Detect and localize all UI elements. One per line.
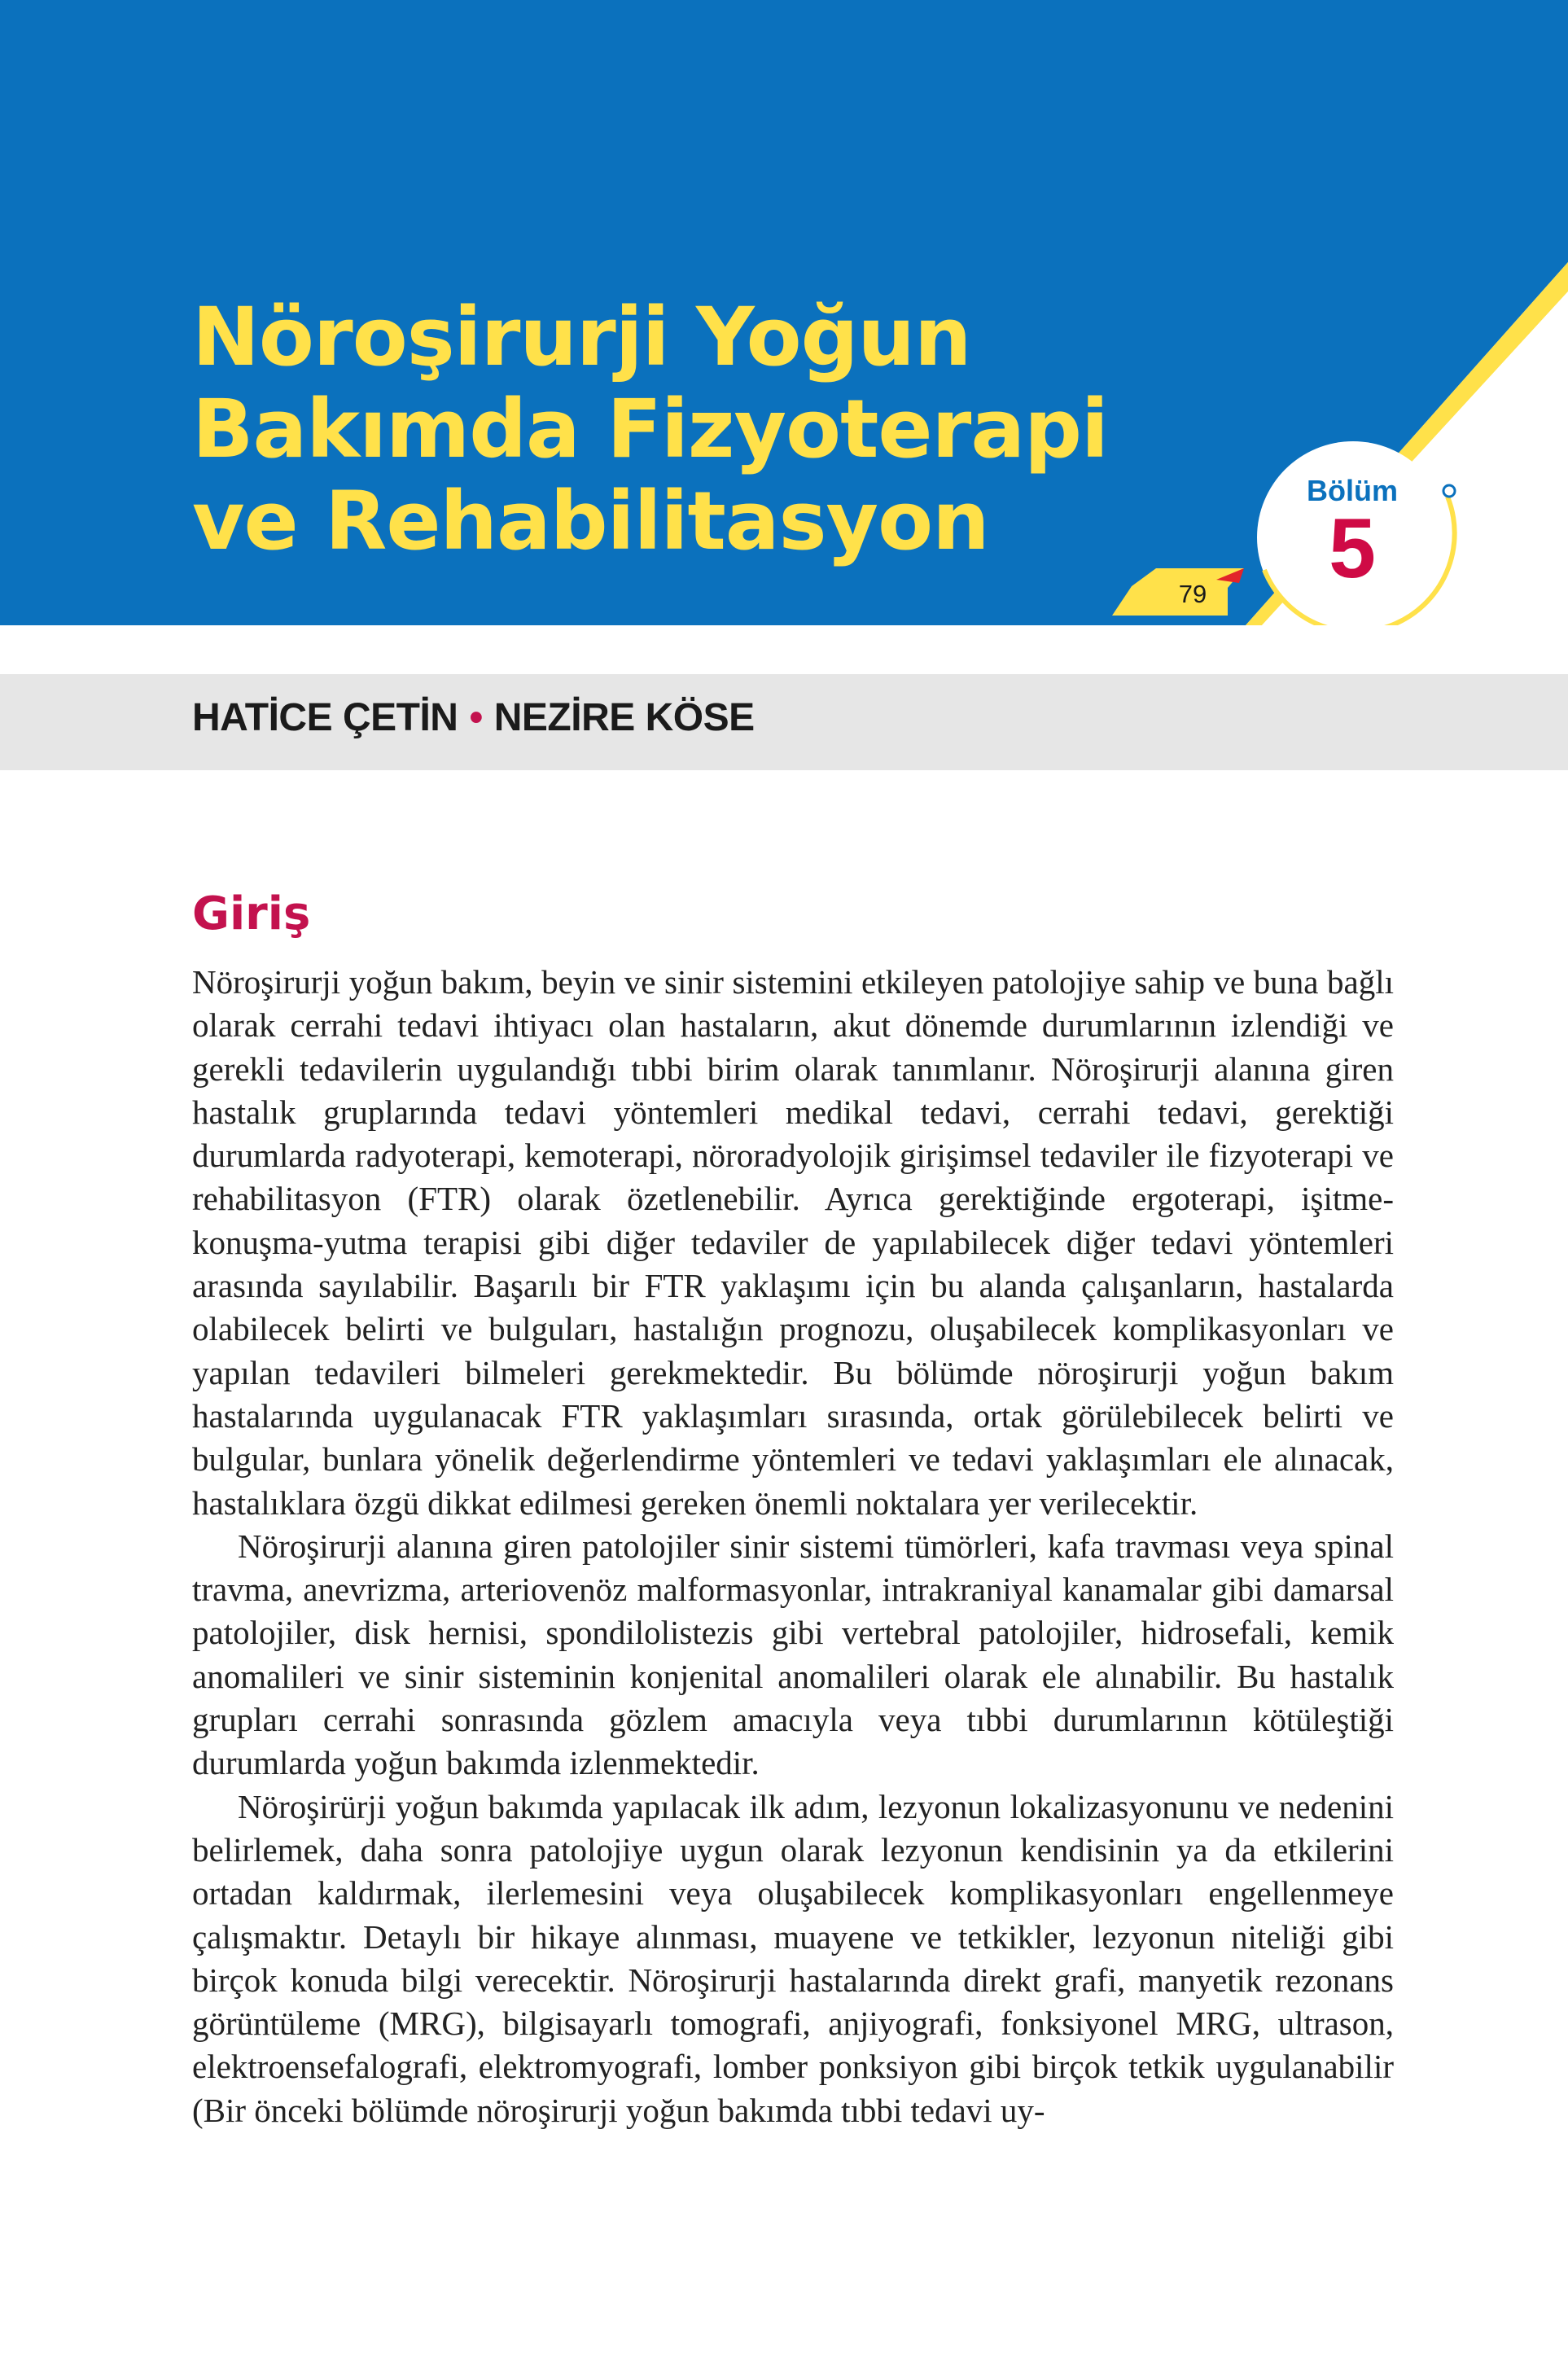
paragraph: Nöroşirurji alanına giren patolojiler sinir sistemi tümörleri, kafa travması veya spinal travma, anevrizma, arteriovenöz malformasyonlar, intrakraniyal kanamalar gibi damarsal patolojiler, disk hernisi, spondilolistezis gibi vertebral patolojiler, hidrosefali, kemik anomalileri ve sinir sisteminin konjenital anomalileri olarak ele alınabilir. Bu hastalık grupları cerrahi sonrasında gözlem amacıyla veya tıbbi durumlarının kötüleştiği durumlarda yoğun bakımda izlenmektedir. [192,1527,1394,1782]
chapter-title [192,291,1169,567]
paragraph: Nöroşirürji yoğun bakımda yapılacak ilk adım, lezyonun lokalizasyonunu ve nedenini belirlemek, daha sonra patolojiye uygun olarak lezyonun kendisinin ya da etkilerini ortadan kaldırmak, ilerlemesini veya oluşabilecek komplikasyonları engellenmeye çalışmaktır. Detaylı bir hikaye alınması, muayene ve tetkikler, lezyonun niteliği gibi birçok konuda bilgi verecektir. Nöroşirurji hastalarında direkt grafi, manyetik rezonans görüntüleme (MRG), bilgisayarlı tomografi, anjiyografi, fonksiyonel MRG, ultrason, elektroensefalografi, elektromyografi, lomber ponksiyon gibi birçok tetkik uygulanabilir (Bir önceki bölümde nöroşirurji yoğun bakımda tıbbi tedavi uy- [192,1787,1394,2129]
chapter-title-line: Nöroşirurji Yoğun [192,291,971,384]
section-heading: Giriş [192,887,311,940]
chapter-badge-dot [1443,485,1455,497]
page-number: 79 [1178,580,1207,608]
chapter-title-line: ve Rehabilitasyon [192,475,989,568]
chapter-number: 5 [1329,502,1376,596]
author-name: NEZİRE KÖSE [493,696,755,739]
chapter-header [0,0,1568,625]
chapter-title-line: Bakımda Fizyoterapi [192,383,1108,476]
paragraph: Nöroşirurji yoğun bakım, beyin ve sinir sistemini etkileyen patolojiye sahip ve buna bağlı olarak cerrahi tedavi ihtiyacı olan hastaların, akut dönemde durumlarının izlendiği ve gerekli tedavilerin uygulandığı tıbbi birim olarak tanımlanır. Nöroşirurji alanına giren hastalık gruplarında tedavi yöntemleri medikal tedavi, cerrahi tedavi, gerektiği durumlarda radyoterapi, kemoterapi, nöroradyolojik girişimsel tedaviler ile fizyoterapi ve rehabilitasyon (FTR) olarak özetlenebilir. Ayrıca gerektiğinde ergoterapi, işitme-konuşma-yutma terapisi gibi diğer tedaviler de yapılabilecek diğer tedavi yöntemleri arasında sayılabilir. Başarılı bir FTR yaklaşımı için bu alanda çalışanların, hastalarda olabilecek belirti ve bulguları, hastalığın prognozu, oluşabilecek komplikasyonları ve yapılan tedavileri bilmeleri gerekmektedir. Bu bölümde nöroşirurji yoğun bakım hastalarında uygulanacak FTR yaklaşımları sırasında, ortak görülebilecek belirti ve bulgular, bunlara yönelik değerlendirme yöntemleri ve tedavi yaklaşımları ele alınacak, hastalıklara özgü dikkat edilmesi gereken önemli noktalara yer verilecektir. [192,963,1394,1522]
author-separator: • [469,696,483,739]
author-name: HATİCE ÇETİN [192,696,458,739]
author-line [192,695,755,740]
chapter-label: Bölüm [1307,474,1398,507]
body-text [192,961,1394,2132]
